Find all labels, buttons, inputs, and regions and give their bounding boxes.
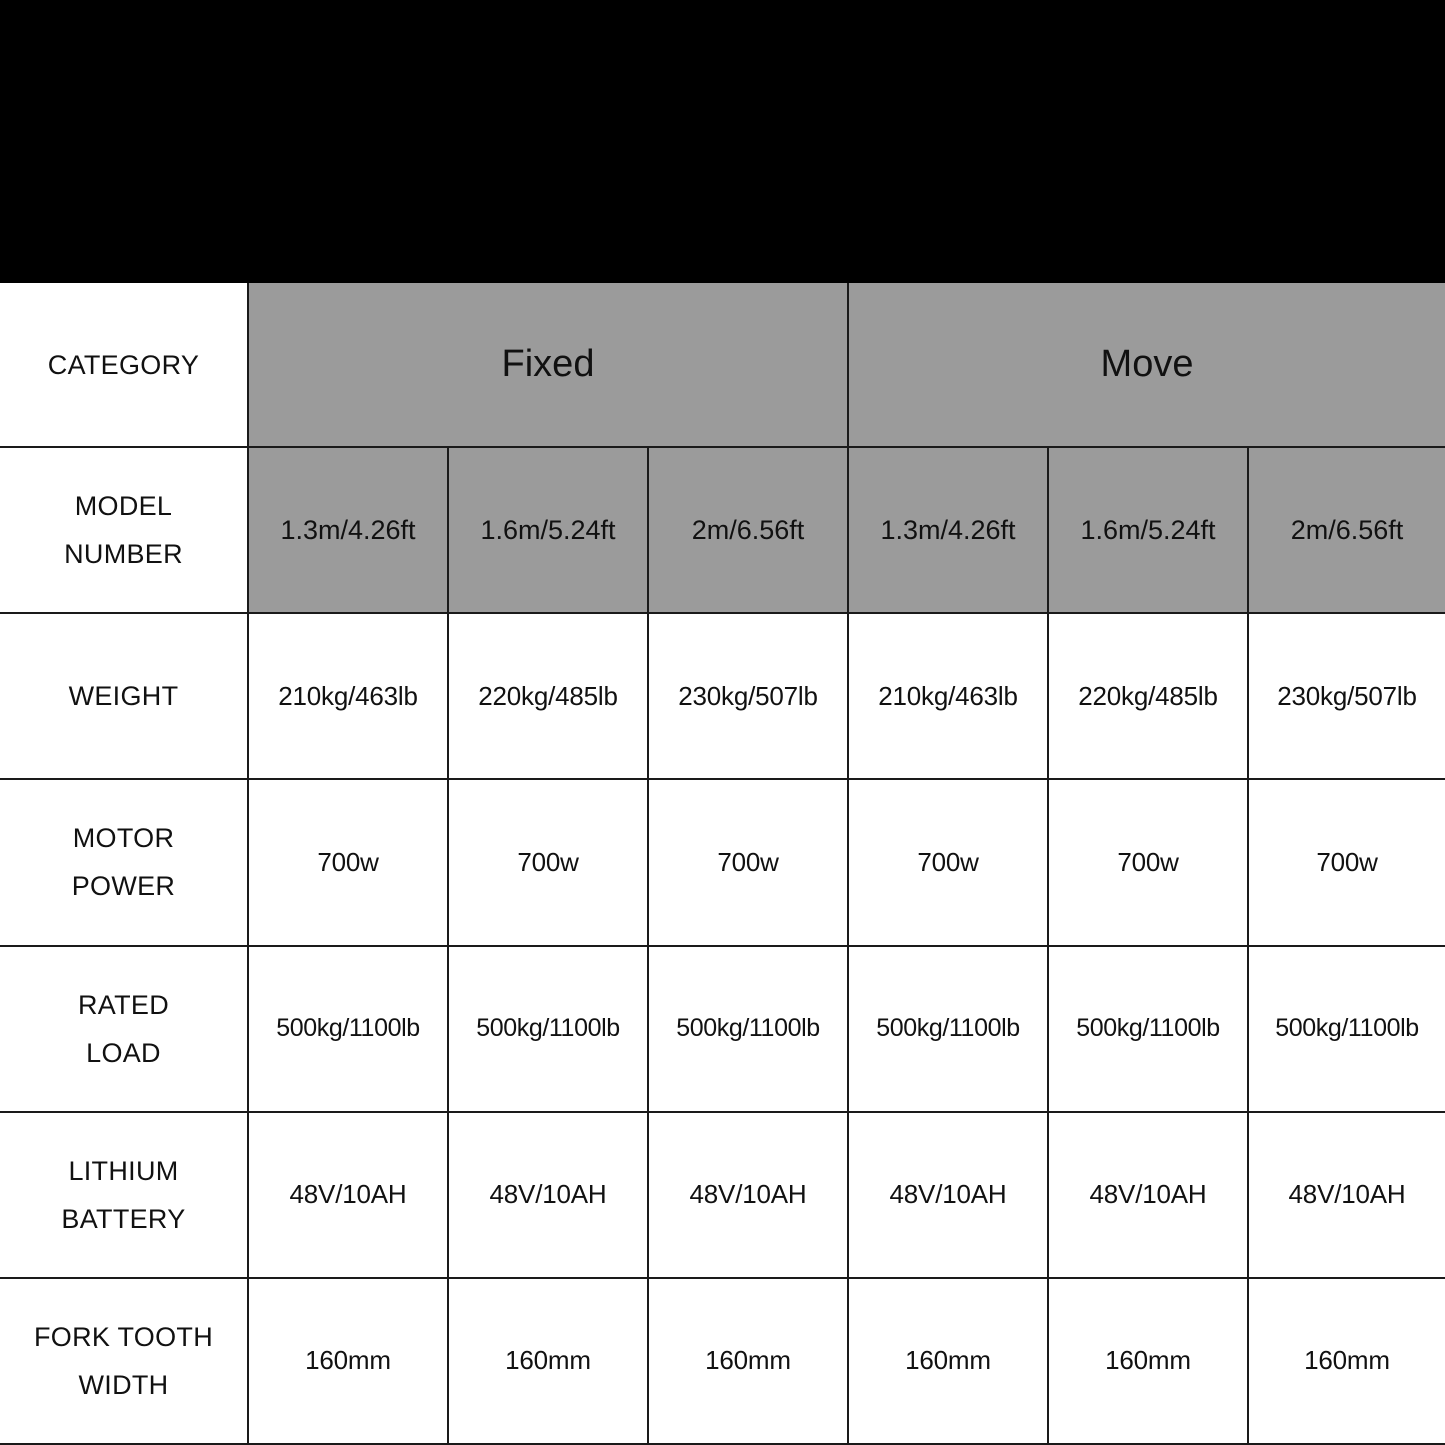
weight-row: [0, 613, 1445, 779]
lithium-battery-cell: 48V/10AH: [248, 1112, 448, 1278]
lithium-battery-label: LITHIUM BATTERY: [0, 1112, 248, 1278]
model-cell: 2m/6.56ft: [648, 447, 848, 613]
model-number-row: [0, 447, 1445, 613]
model-cell: 2m/6.56ft: [1248, 447, 1445, 613]
motor-power-row: [0, 779, 1445, 945]
model-cell: 1.3m/4.26ft: [248, 447, 448, 613]
fork-tooth-width-cell: 160mm: [848, 1278, 1048, 1444]
fork-tooth-width-cell: 160mm: [648, 1278, 848, 1444]
motor-power-cell: 700w: [648, 779, 848, 945]
fork-tooth-width-cell: 160mm: [248, 1278, 448, 1444]
lithium-battery-cell: 48V/10AH: [448, 1112, 648, 1278]
model-cell: 1.6m/5.24ft: [448, 447, 648, 613]
weight-cell: 210kg/463lb: [248, 613, 448, 779]
rated-load-label: RATED LOAD: [0, 946, 248, 1112]
group-header-fixed: Fixed: [248, 283, 848, 447]
fork-tooth-width-cell: 160mm: [448, 1278, 648, 1444]
motor-power-cell: 700w: [248, 779, 448, 945]
lithium-battery-cell: 48V/10AH: [848, 1112, 1048, 1278]
fork-tooth-width-cell: 160mm: [1048, 1278, 1248, 1444]
motor-power-cell: 700w: [448, 779, 648, 945]
category-row: [0, 283, 1445, 447]
rated-load-cell: 500kg/1100lb: [1248, 946, 1445, 1112]
weight-cell: 220kg/485lb: [1048, 613, 1248, 779]
weight-cell: 210kg/463lb: [848, 613, 1048, 779]
motor-power-label: MOTOR POWER: [0, 779, 248, 945]
rated-load-row: [0, 946, 1445, 1112]
category-label: CATEGORY: [0, 283, 248, 447]
weight-cell: 230kg/507lb: [648, 613, 848, 779]
motor-power-cell: 700w: [1048, 779, 1248, 945]
motor-power-cell: 700w: [848, 779, 1048, 945]
fork-tooth-width-label: FORK TOOTH WIDTH: [0, 1278, 248, 1444]
model-cell: 1.3m/4.26ft: [848, 447, 1048, 613]
rated-load-cell: 500kg/1100lb: [848, 946, 1048, 1112]
fork-tooth-width-cell: 160mm: [1248, 1278, 1445, 1444]
lithium-battery-cell: 48V/10AH: [648, 1112, 848, 1278]
rated-load-cell: 500kg/1100lb: [248, 946, 448, 1112]
model-cell: 1.6m/5.24ft: [1048, 447, 1248, 613]
weight-cell: 220kg/485lb: [448, 613, 648, 779]
motor-power-cell: 700w: [1248, 779, 1445, 945]
group-header-move: Move: [848, 283, 1445, 447]
model-number-label: MODEL NUMBER: [0, 447, 248, 613]
lithium-battery-row: [0, 1112, 1445, 1278]
rated-load-cell: 500kg/1100lb: [1048, 946, 1248, 1112]
weight-label: WEIGHT: [0, 613, 248, 779]
spec-table: [0, 283, 1445, 1445]
fork-tooth-width-row: [0, 1278, 1445, 1444]
top-banner: [0, 0, 1445, 283]
lithium-battery-cell: 48V/10AH: [1048, 1112, 1248, 1278]
weight-cell: 230kg/507lb: [1248, 613, 1445, 779]
lithium-battery-cell: 48V/10AH: [1248, 1112, 1445, 1278]
rated-load-cell: 500kg/1100lb: [448, 946, 648, 1112]
rated-load-cell: 500kg/1100lb: [648, 946, 848, 1112]
